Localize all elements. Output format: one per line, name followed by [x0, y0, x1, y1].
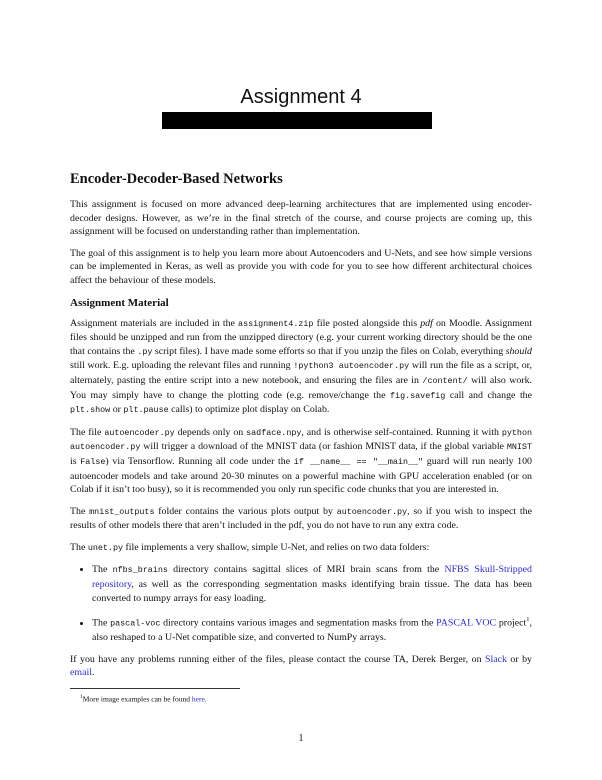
list-item: • The pascal-voc directory contains various images and segmentation masks from the PASCAL VOC project$^1$, also reshaped to a U-Net compatible size, and converted to NumPy arrays.: [92, 613, 532, 644]
unet-paragraph: The unet.py file implements a very shallow, simple U-Net, and relies on two data folders:: [70, 541, 430, 553]
outputs-paragraph: The mnist_outputs folder contains the various plots output by autoencoder.py, so if you wish to inspect the results of other models there that aren’t included in the pdf, you do not have to run any extra code.: [70, 505, 532, 532]
list-item: • The nfbs_brains directory contains sagittal slices of MRI brain scans from the NFBS Skull-Stripped repository, as well as the corresponding segmentation masks identifying brain tissue. The data has been converted to numpy arrays for easy loading.: [92, 563, 532, 605]
contact-paragraph: If you have any problems running either of the files, please contact the course TA, Derek Berger, on Slack or by email.: [70, 653, 532, 679]
section-heading: Encoder-Decoder-Based Networks: [70, 171, 283, 187]
redacted-author-bar: [162, 112, 432, 129]
page-number: 1: [298, 733, 304, 744]
footnote-marker[interactable]: 1: [526, 616, 530, 624]
intro-paragraph-2: The goal of this assignment is to help you learn more about Autoencoders and U-Nets, and see how simple versions can be implemented in Keras, as well as provide you with code for you to see how different architectural choices affect the behaviour of these models.: [70, 247, 532, 286]
document-title: Assignment 4: [240, 86, 362, 108]
nfbs-repository-link[interactable]: NFBS Skull-Stripped repository: [92, 564, 532, 591]
subsection-heading: Assignment Material: [70, 296, 169, 309]
materials-paragraph: Assignment materials are included in the assignment4.zip file posted alongside this pdf on Moodle. Assignment files should be unzipped and run from the unzipped directory (e.g. your current working directory should be the one that contains the .py script files). I have made some efforts so that if you unzip the files on Colab, everything should still work. E.g. uploading the relevant files and running !python3 autoencoder.py will run the file as a script, or, alternately, pasting the entire script into a new notebook, and ensuring the files are in /content/ will also work. You may simply have to change the plotting code (e.g. remove/change the fig.savefig call and change the plt.show or plt.pause calls) to optimize plot display on Colab.: [70, 317, 533, 416]
email-link[interactable]: email: [70, 667, 92, 679]
autoencoder-paragraph: The file autoencoder.py depends only on sadface.npy, and is otherwise self-contained. Running it with python autoencoder.py will trigger a download of the MNIST data (or fashion MNIST data, if the global variable MNIST is False) via Tensorflow. Running all code under the if __name__ == "__main__" guard will run nearly 100 autoencoder models and take around 20-30 minutes on a powerful machine with GPU acceleration enabled (or on Colab if it isn’t too busy), so it is recommended you only run specific code chunks that you are interested in.: [70, 426, 532, 496]
intro-paragraph-1: This assignment is focused on more advanced deep-learning architectures that are implemented using encoder-decoder designs. However, as we’re in the final stretch of the course, and course projects are coming up, this assignment will be focused on understanding rather than implementation.: [70, 199, 532, 238]
pascal-voc-link[interactable]: PASCAL VOC: [436, 617, 497, 629]
footnote-here-link[interactable]: here: [191, 694, 205, 704]
slack-link[interactable]: Slack: [484, 653, 507, 665]
code-zip: assignment4.zip: [238, 318, 314, 329]
document-body: [70, 170, 532, 704]
footnote: $^1$More image examples can be found here.: [80, 693, 207, 704]
data-folder-list: [70, 563, 532, 644]
footnote-divider: [70, 688, 240, 689]
